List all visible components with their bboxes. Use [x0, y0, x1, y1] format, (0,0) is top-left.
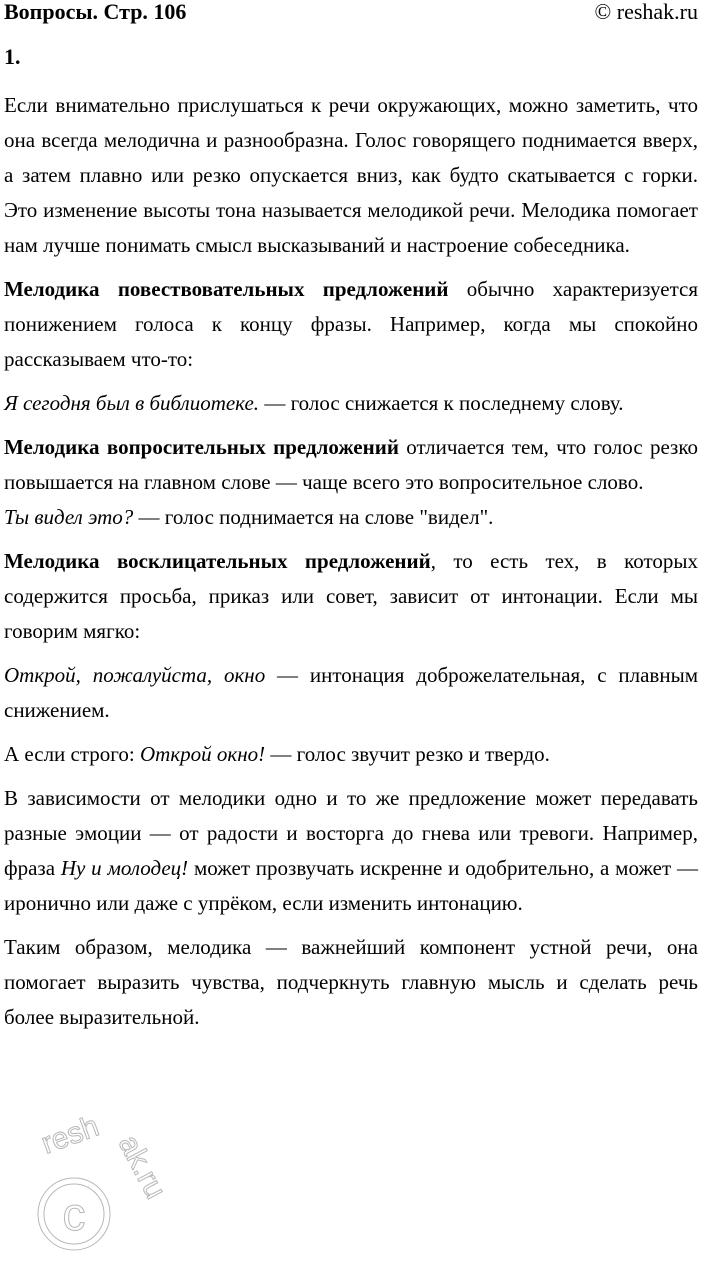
text-run: — голос звучит резко и твердо. [265, 742, 550, 766]
copyright-label: © reshak.ru [594, 0, 698, 24]
answer-text [4, 88, 698, 1035]
paragraph-interrogative-example [4, 500, 698, 535]
example-phrase: Открой окно! [139, 742, 266, 766]
page-title: Вопросы. Стр. 106 [4, 0, 187, 24]
text-run: В зависимости от мелодики одно и то же предложение может передавать разные эмоции — от радости и восторга до гнева или тревоги. Например, фраза [4, 786, 698, 880]
text-run: — голос поднимается на слове "видел". [133, 505, 494, 529]
paragraph-exclamatory-strict-example [4, 737, 698, 772]
paragraph-intro [4, 88, 698, 263]
term-interrogative: Мелодика вопросительных предложений [4, 435, 399, 459]
text-run: А если строго: [4, 742, 140, 766]
term-declarative: Мелодика повествовательных предложений [4, 277, 449, 301]
svg-text:resh: resh [37, 1109, 104, 1161]
text-run: , то есть тех, в которых содержится просьба, приказ или совет, зависит от интонации. Если мы говорим мягко: [4, 549, 698, 643]
text-run: Таким образом, мелодика — важнейший компонент устной речи, она помогает выразить чувства, подчеркнуть главную мысль и сделать речь более выразительной. [4, 935, 698, 1029]
term-exclamatory: Мелодика восклицательных предложений [4, 549, 431, 573]
text-run: отличается тем, что голос резко повышается на главном слове — чаще всего это вопросительное слово. [4, 435, 698, 494]
svg-text:ak.ru: ak.ru [111, 1129, 173, 1205]
text-run: — голос снижается к последнему слову. [259, 391, 624, 415]
paragraph-declarative [4, 272, 698, 377]
svg-text:c: c [62, 1188, 86, 1240]
example-phrase: Ты видел это? [4, 505, 134, 529]
task-number: 1. [4, 44, 21, 69]
example-phrase: Я сегодня был в библиотеке. [4, 391, 260, 415]
example-phrase: Открой, пожалуйста, окно [4, 663, 266, 687]
paragraph-declarative-example [4, 386, 698, 421]
text-run: может прозвучать искренне и одобрительно, а может — иронично или даже с упрёком, если изменить интонацию. [4, 856, 698, 915]
paragraph-interrogative [4, 430, 698, 500]
text-run: — интонация доброжелательная, с плавным снижением. [4, 663, 698, 722]
example-phrase: Ну и молодец! [60, 856, 189, 880]
page-header [4, 0, 698, 26]
text-run: обычно характеризуется понижением голоса к концу фразы. Например, когда мы спокойно рассказываем что-то: [4, 277, 698, 371]
watermark-icon [26, 1109, 173, 1262]
text-run: Если внимательно прислушаться к речи окружающих, можно заметить, что она всегда мелодична и разнообразна. Голос говорящего поднимается вверх, а затем плавно или резко опускается вниз, как будто скатывается с горки. Это изменение высоты тона называется мелодикой речи. Мелодика помогает нам лучше понимать смысл высказываний и настроение собеседника. [4, 93, 698, 257]
paragraph-conclusion [4, 930, 698, 1035]
paragraph-exclamatory-soft-example [4, 658, 698, 728]
paragraph-exclamatory [4, 544, 698, 649]
paragraph-emotions [4, 781, 698, 921]
